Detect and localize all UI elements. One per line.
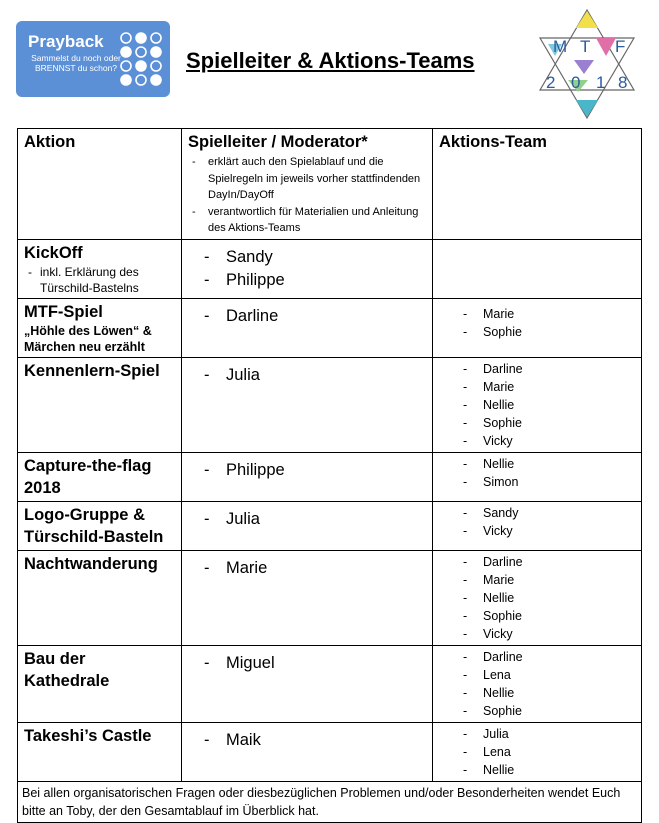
- table-header-row: [18, 129, 642, 240]
- team-member: - Vicky: [439, 625, 635, 643]
- team-member: - Darline: [439, 360, 635, 378]
- team-member: - Sophie: [439, 414, 635, 432]
- logo-tagline: Sammelst du noch oder BRENNST du schon?: [31, 53, 121, 73]
- team-member: - Marie: [439, 305, 635, 323]
- moderator-name: - Sandy: [188, 246, 426, 269]
- emblem-digit-8: 8: [618, 73, 628, 92]
- team-member: - Nellie: [439, 684, 635, 702]
- team-list: [439, 725, 635, 779]
- team-member: - Darline: [439, 648, 635, 666]
- aktion-name: Bau der Kathedrale: [24, 649, 110, 690]
- team-member: - Simon: [439, 473, 635, 491]
- moderator-list: [188, 557, 426, 580]
- aktion-name: Kennenlern-Spiel: [24, 361, 160, 380]
- emblem-digit-2: 2: [546, 73, 556, 92]
- table-row: [18, 645, 642, 722]
- team-member: - Nellie: [439, 396, 635, 414]
- logo-brand: Prayback: [28, 32, 104, 51]
- team-list: [439, 648, 635, 720]
- table-row: [18, 501, 642, 550]
- moderator-notes: [188, 154, 426, 237]
- emblem-letter-f: F: [615, 37, 626, 56]
- team-member: - Lena: [439, 666, 635, 684]
- moderator-list: [188, 729, 426, 752]
- team-member: - Vicky: [439, 522, 635, 540]
- team-member: - Darline: [439, 553, 635, 571]
- team-list: [439, 504, 635, 540]
- aktion-note: - inkl. Erklärung des Türschild-Bastelns: [24, 264, 175, 296]
- team-member: - Sophie: [439, 323, 635, 341]
- moderator-list: [188, 508, 426, 531]
- footer-note: Bei allen organisatorischen Fragen oder diesbezüglichen Problemen und/oder Besonderheiten wendet Euch bitte an Toby, der den Gesamtablauf im Überblick hat.: [18, 781, 642, 822]
- aktion-name: KickOff: [24, 243, 83, 262]
- team-member: - Nellie: [439, 761, 635, 779]
- team-member: - Lena: [439, 743, 635, 761]
- team-member: - Nellie: [439, 455, 635, 473]
- moderator-name: - Julia: [188, 364, 426, 387]
- emblem-letter-t: T: [580, 37, 591, 56]
- team-member: - Nellie: [439, 589, 635, 607]
- moderator-name: - Marie: [188, 557, 426, 580]
- dot-grid-icon: [119, 31, 163, 87]
- team-list: [439, 455, 635, 491]
- table-row: [18, 452, 642, 501]
- moderator-list: [188, 305, 426, 328]
- moderator-name: - Philippe: [188, 459, 426, 482]
- emblem-digit-0: 0: [571, 73, 581, 92]
- emblem-letter-m: M: [553, 37, 568, 56]
- team-member: - Sophie: [439, 607, 635, 625]
- team-member: - Sandy: [439, 504, 635, 522]
- moderator-name: - Julia: [188, 508, 426, 531]
- team-member: - Sophie: [439, 702, 635, 720]
- table-footer-row: [18, 781, 642, 822]
- emblem-digit-1: 1: [596, 73, 606, 92]
- moderator-list: [188, 459, 426, 482]
- team-list: [439, 553, 635, 643]
- page-title: Spielleiter & Aktions-Teams: [186, 48, 475, 73]
- moderator-list: [188, 246, 426, 292]
- aktion-bold-note: „Höhle des Löwen“ & Märchen neu erzählt: [24, 323, 152, 354]
- team-list: [439, 360, 635, 450]
- moderator-name: - Miguel: [188, 652, 426, 675]
- aktion-name: Takeshi’s Castle: [24, 726, 152, 745]
- header-aktion: Aktion: [18, 129, 182, 240]
- table-row: [18, 239, 642, 298]
- aktion-name: Capture-the-flag 2018: [24, 456, 152, 497]
- aktion-name: MTF-Spiel: [24, 302, 103, 321]
- team-member: - Vicky: [439, 432, 635, 450]
- header-team: Aktions-Team: [433, 129, 642, 240]
- assignment-table: [17, 128, 642, 823]
- team-member: - Marie: [439, 378, 635, 396]
- header-moderator: Spielleiter / Moderator* - erklärt auch den Spielablauf und die Spielregeln im jeweils vorher stattfindenden DayIn/DayOff - verantwortlich für Materialien und Anleitung des Aktions-Teams: [182, 129, 433, 240]
- team-cell: [433, 239, 642, 298]
- moderator-note: - erklärt auch den Spielablauf und die Spielregeln im jeweils vorher stattfindenden DayIn/DayOff: [188, 154, 426, 204]
- moderator-note: - verantwortlich für Materialien und Anleitung des Aktions-Teams: [188, 204, 426, 237]
- table-row: [18, 298, 642, 357]
- moderator-name: - Philippe: [188, 269, 426, 292]
- table-row: [18, 722, 642, 781]
- aktion-name: Logo-Gruppe & Türschild-Basteln: [24, 505, 164, 546]
- table-row: [18, 550, 642, 645]
- moderator-list: [188, 364, 426, 387]
- moderator-name: - Darline: [188, 305, 426, 328]
- table-row: [18, 357, 642, 452]
- team-list: [439, 305, 635, 341]
- moderator-list: [188, 652, 426, 675]
- team-member: - Marie: [439, 571, 635, 589]
- prayback-logo: [16, 21, 170, 97]
- aktion-name: Nachtwanderung: [24, 554, 158, 573]
- mtf-2018-star-emblem: [534, 8, 640, 120]
- team-member: - Julia: [439, 725, 635, 743]
- moderator-name: - Maik: [188, 729, 426, 752]
